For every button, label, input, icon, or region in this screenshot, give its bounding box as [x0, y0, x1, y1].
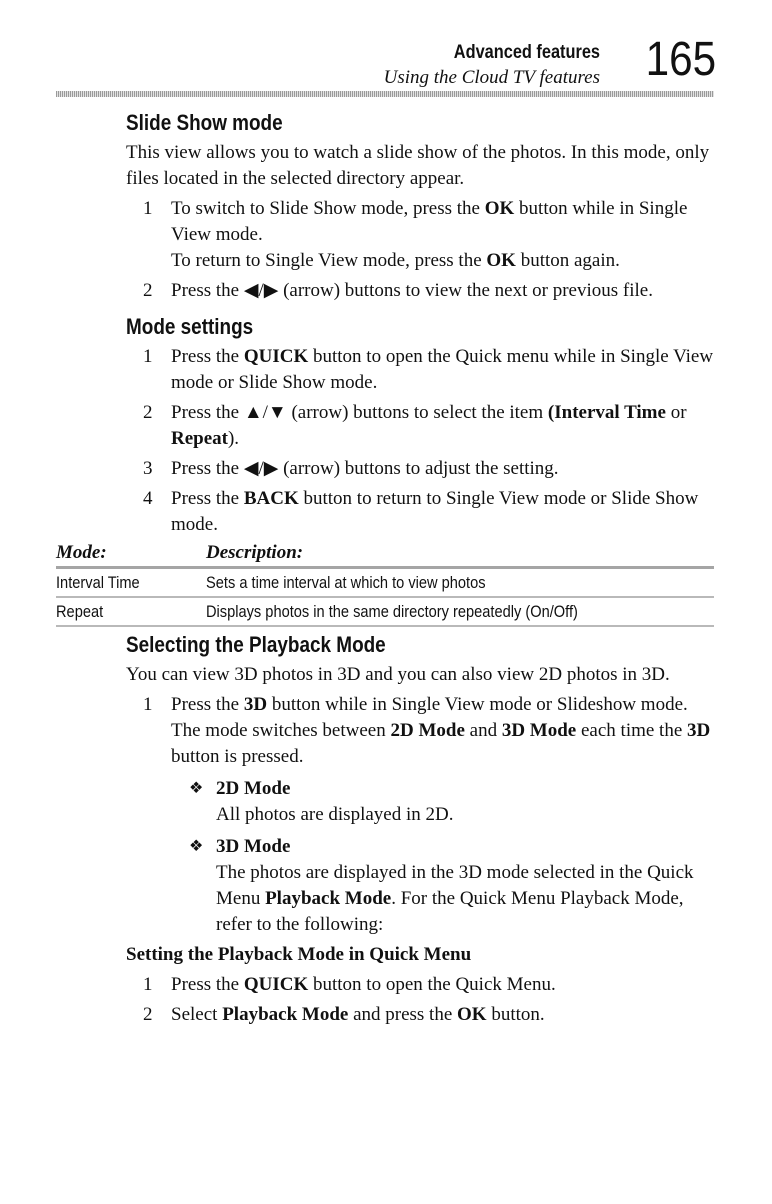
quick-menu-step-1 [126, 972, 716, 998]
settings-step-2 [126, 400, 716, 452]
up-down-arrow-icon: ▲/▼ [243, 402, 287, 423]
slideshow-heading: Slide Show mode [126, 110, 283, 135]
step-number: 1 [143, 198, 153, 219]
quick-menu-step-2 [126, 1002, 716, 1028]
table-cell-description: Sets a time interval at which to view photos [206, 572, 486, 592]
slideshow-step-2 [126, 278, 716, 304]
table-header-row [56, 539, 714, 569]
mode-settings-heading: Mode settings [126, 314, 254, 339]
step-text: Press the ▲/▼ (arrow) buttons to select the item (Interval Time or Repeat). [171, 402, 687, 449]
step-number: 2 [143, 280, 153, 301]
step-number: 1 [143, 694, 153, 715]
step-number: 4 [143, 488, 153, 509]
step-number: 3 [143, 458, 153, 479]
header-rule [56, 91, 714, 97]
left-right-arrow-icon: ◀/▶ [243, 280, 279, 301]
table-cell-mode: Repeat [56, 601, 104, 621]
bullet-title: 3D Mode [216, 836, 291, 857]
step-number: 1 [143, 974, 153, 995]
mode-settings-table [56, 539, 714, 627]
bullet-text: All photos are displayed in 2D. [216, 804, 454, 825]
table-cell-mode: Interval Time [56, 572, 140, 592]
step-text: Press the ◀/▶ (arrow) buttons to view the next or previous file. [171, 280, 653, 301]
table-row [56, 569, 714, 598]
diamond-bullet-icon: ❖ [189, 838, 204, 855]
playback-step-1 [126, 692, 716, 770]
table-cell-description: Displays photos in the same directory repeatedly (On/Off) [206, 601, 578, 621]
header-section-title: Advanced features [453, 42, 600, 63]
playback-section [126, 632, 716, 1028]
step-text: Press the ◀/▶ (arrow) buttons to adjust the setting. [171, 458, 559, 479]
playback-heading: Selecting the Playback Mode [126, 632, 386, 657]
table-header-description: Description: [206, 541, 304, 563]
settings-step-1 [126, 344, 716, 396]
diamond-bullet-icon: ❖ [189, 780, 204, 797]
table-row [56, 598, 714, 627]
table-header-mode: Mode: [56, 541, 107, 563]
step-text: To switch to Slide Show mode, press the OK button while in Single View mode. To return to Single View mode, press the OK button again. [171, 198, 688, 271]
bullet-title: 2D Mode [216, 778, 291, 799]
settings-step-3 [126, 456, 716, 482]
step-text: Press the QUICK button to open the Quick menu while in Single View mode or Slide Show mode. [171, 346, 714, 393]
step-number: 2 [143, 1004, 153, 1025]
page-number: 165 [645, 33, 716, 86]
step-number: 2 [143, 402, 153, 423]
slideshow-step-1 [126, 196, 716, 274]
page-body [126, 110, 716, 538]
step-number: 1 [143, 346, 153, 367]
slideshow-intro: This view allows you to watch a slide show of the photos. In this mode, only files located in the selected directory appear. [126, 142, 710, 189]
playback-bullets [126, 776, 716, 938]
header-subsection-title: Using the Cloud TV features [383, 67, 600, 88]
step-text: Select Playback Mode and press the OK button. [171, 1004, 545, 1025]
settings-step-4 [126, 486, 716, 538]
left-right-arrow-icon: ◀/▶ [243, 458, 279, 479]
playback-subheading: Setting the Playback Mode in Quick Menu [126, 944, 472, 965]
playback-intro: You can view 3D photos in 3D and you can also view 2D photos in 3D. [126, 664, 670, 685]
bullet-3d-mode: ❖ 3D Mode The photos are displayed in the 3D mode selected in the Quick Menu Playback Mode. For the Quick Menu Playback Mode, refer to the following: [171, 834, 716, 938]
bullet-2d-mode [171, 776, 716, 828]
step-text: Press the BACK button to return to Single View mode or Slide Show mode. [171, 488, 699, 535]
step-text: Press the QUICK button to open the Quick Menu. [171, 974, 556, 995]
step-text: Press the 3D button while in Single View mode or Slideshow mode. The mode switches between 2D Mode and 3D Mode each time the 3D button is pressed. [171, 694, 711, 767]
